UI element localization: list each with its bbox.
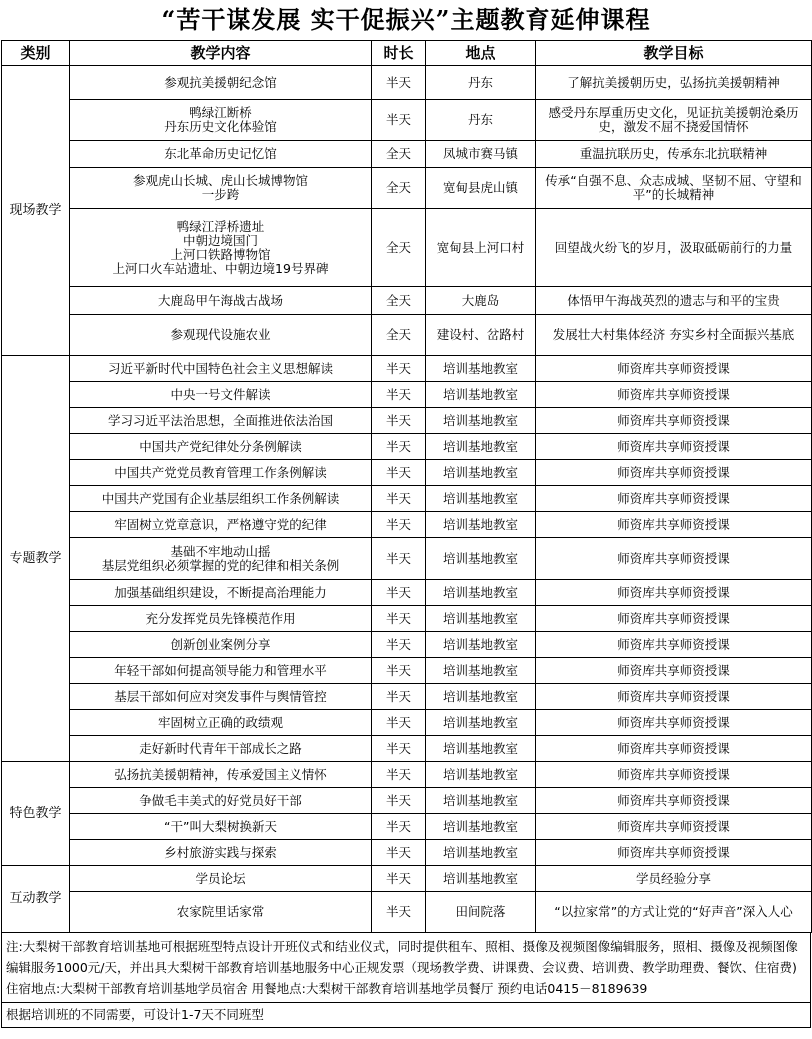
content-cell: 参观抗美援朝纪念馆 bbox=[70, 66, 372, 100]
location-cell: 培训基地教室 bbox=[426, 606, 536, 632]
content-cell: 农家院里话家常 bbox=[70, 892, 372, 933]
duration-cell: 半天 bbox=[372, 736, 426, 762]
location-cell: 培训基地教室 bbox=[426, 684, 536, 710]
duration-cell: 半天 bbox=[372, 486, 426, 512]
table-row bbox=[2, 168, 812, 209]
location-cell: 培训基地教室 bbox=[426, 658, 536, 684]
duration-cell: 半天 bbox=[372, 684, 426, 710]
goal-cell: 师资库共享师资授课 bbox=[536, 580, 812, 606]
duration-cell: 半天 bbox=[372, 762, 426, 788]
footnote: 注:大梨树干部教育培训基地可根据班型特点设计开班仪式和结业仪式，同时提供租车、照相、摄像及视频图像编辑服务，照相、摄像及视频图像编辑服务1000元/天，并出具大梨树干部教育培训基地服务中心正规发票（现场教学费、讲课费、会议费、培训费、教学助理费、餐饮、住宿费)住宿地点:大梨树干部教育培训基地学员宿舍 用餐地点:大梨树干部教育培训基地学员餐厅 预约电话0415－8189639 bbox=[2, 933, 810, 1003]
table-row bbox=[2, 538, 812, 580]
goal-cell: 师资库共享师资授课 bbox=[536, 538, 812, 580]
goal-cell: 感受丹东厚重历史文化，见证抗美援朝沧桑历史，激发不屈不挠爱国情怀 bbox=[536, 100, 812, 141]
location-cell: 培训基地教室 bbox=[426, 460, 536, 486]
content-cell: 加强基础组织建设，不断提高治理能力 bbox=[70, 580, 372, 606]
content-cell: 走好新时代青年干部成长之路 bbox=[70, 736, 372, 762]
goal-cell: 师资库共享师资授课 bbox=[536, 736, 812, 762]
table-row bbox=[2, 736, 812, 762]
duration-cell: 半天 bbox=[372, 632, 426, 658]
goal-cell: 师资库共享师资授课 bbox=[536, 658, 812, 684]
duration-cell: 半天 bbox=[372, 710, 426, 736]
goal-cell: 回望战火纷飞的岁月，汲取砥砺前行的力量 bbox=[536, 209, 812, 287]
table-row bbox=[2, 382, 812, 408]
goal-cell: 体悟甲午海战英烈的遗志与和平的宝贵 bbox=[536, 287, 812, 315]
duration-cell: 半天 bbox=[372, 100, 426, 141]
location-cell: 培训基地教室 bbox=[426, 512, 536, 538]
course-table bbox=[1, 40, 812, 933]
content-cell: 习近平新时代中国特色社会主义思想解读 bbox=[70, 356, 372, 382]
goal-cell: 师资库共享师资授课 bbox=[536, 840, 812, 866]
header-category: 类别 bbox=[2, 41, 70, 66]
category-cell: 专题教学 bbox=[2, 356, 70, 762]
content-cell: 牢固树立正确的政绩观 bbox=[70, 710, 372, 736]
location-cell: 丹东 bbox=[426, 100, 536, 141]
duration-cell: 全天 bbox=[372, 209, 426, 287]
table-row bbox=[2, 209, 812, 287]
goal-cell: 了解抗美援朝历史，弘扬抗美援朝精神 bbox=[536, 66, 812, 100]
table-row bbox=[2, 684, 812, 710]
category-cell: 现场教学 bbox=[2, 66, 70, 356]
content-cell: 弘扬抗美援朝精神，传承爱国主义情怀 bbox=[70, 762, 372, 788]
location-cell: 培训基地教室 bbox=[426, 382, 536, 408]
goal-cell: 传承“自强不息、众志成城、坚韧不屈、守望和平”的长城精神 bbox=[536, 168, 812, 209]
header-goal: 教学目标 bbox=[536, 41, 812, 66]
location-cell: 培训基地教室 bbox=[426, 866, 536, 892]
goal-cell: 师资库共享师资授课 bbox=[536, 512, 812, 538]
content-cell: 中国共产党国有企业基层组织工作条例解读 bbox=[70, 486, 372, 512]
table-row bbox=[2, 66, 812, 100]
table-row bbox=[2, 408, 812, 434]
content-cell: 学员论坛 bbox=[70, 866, 372, 892]
table-row bbox=[2, 356, 812, 382]
notes-block bbox=[1, 933, 811, 1028]
table-row bbox=[2, 512, 812, 538]
duration-cell: 半天 bbox=[372, 512, 426, 538]
location-cell: 大鹿岛 bbox=[426, 287, 536, 315]
goal-cell: 师资库共享师资授课 bbox=[536, 408, 812, 434]
content-cell: “干”叫大梨树换新天 bbox=[70, 814, 372, 840]
location-cell: 培训基地教室 bbox=[426, 710, 536, 736]
location-cell: 培训基地教室 bbox=[426, 840, 536, 866]
content-cell: 基层干部如何应对突发事件与舆情管控 bbox=[70, 684, 372, 710]
content-cell: 牢固树立党章意识，严格遵守党的纪律 bbox=[70, 512, 372, 538]
header-location: 地点 bbox=[426, 41, 536, 66]
location-cell: 宽甸县虎山镇 bbox=[426, 168, 536, 209]
table-row bbox=[2, 840, 812, 866]
location-cell: 培训基地教室 bbox=[426, 486, 536, 512]
content-cell: 年轻干部如何提高领导能力和管理水平 bbox=[70, 658, 372, 684]
header-duration: 时长 bbox=[372, 41, 426, 66]
table-row bbox=[2, 892, 812, 933]
content-cell: 乡村旅游实践与探索 bbox=[70, 840, 372, 866]
content-cell: 参观虎山长城、虎山长城博物馆 一步跨 bbox=[70, 168, 372, 209]
content-cell: 学习习近平法治思想，全面推进依法治国 bbox=[70, 408, 372, 434]
content-cell: 参观现代设施农业 bbox=[70, 315, 372, 356]
table-row bbox=[2, 710, 812, 736]
table-row bbox=[2, 866, 812, 892]
content-cell: 中央一号文件解读 bbox=[70, 382, 372, 408]
table-row bbox=[2, 632, 812, 658]
table-row bbox=[2, 580, 812, 606]
location-cell: 培训基地教室 bbox=[426, 580, 536, 606]
goal-cell: 师资库共享师资授课 bbox=[536, 762, 812, 788]
table-row bbox=[2, 100, 812, 141]
goal-cell: 师资库共享师资授课 bbox=[536, 382, 812, 408]
location-cell: 丹东 bbox=[426, 66, 536, 100]
table-row bbox=[2, 762, 812, 788]
location-cell: 培训基地教室 bbox=[426, 356, 536, 382]
goal-cell: 师资库共享师资授课 bbox=[536, 356, 812, 382]
duration-cell: 半天 bbox=[372, 866, 426, 892]
content-cell: 中国共产党党员教育管理工作条例解读 bbox=[70, 460, 372, 486]
table-row bbox=[2, 287, 812, 315]
table-row bbox=[2, 141, 812, 168]
location-cell: 培训基地教室 bbox=[426, 736, 536, 762]
location-cell: 培训基地教室 bbox=[426, 434, 536, 460]
location-cell: 宽甸县上河口村 bbox=[426, 209, 536, 287]
category-cell: 互动教学 bbox=[2, 866, 70, 933]
location-cell: 培训基地教室 bbox=[426, 408, 536, 434]
location-cell: 培训基地教室 bbox=[426, 762, 536, 788]
content-cell: 中国共产党纪律处分条例解读 bbox=[70, 434, 372, 460]
goal-cell: 师资库共享师资授课 bbox=[536, 788, 812, 814]
goal-cell: 师资库共享师资授课 bbox=[536, 434, 812, 460]
goal-cell: 师资库共享师资授课 bbox=[536, 632, 812, 658]
duration-cell: 半天 bbox=[372, 658, 426, 684]
table-row bbox=[2, 315, 812, 356]
content-cell: 鸭绿江断桥 丹东历史文化体验馆 bbox=[70, 100, 372, 141]
goal-cell: 师资库共享师资授课 bbox=[536, 606, 812, 632]
duration-cell: 半天 bbox=[372, 382, 426, 408]
location-cell: 培训基地教室 bbox=[426, 632, 536, 658]
goal-cell: 重温抗联历史，传承东北抗联精神 bbox=[536, 141, 812, 168]
table-row bbox=[2, 788, 812, 814]
table-row bbox=[2, 658, 812, 684]
location-cell: 田间院落 bbox=[426, 892, 536, 933]
duration-cell: 全天 bbox=[372, 141, 426, 168]
content-cell: 创新创业案例分享 bbox=[70, 632, 372, 658]
goal-cell: 师资库共享师资授课 bbox=[536, 486, 812, 512]
goal-cell: 师资库共享师资授课 bbox=[536, 814, 812, 840]
duration-cell: 全天 bbox=[372, 315, 426, 356]
location-cell: 凤城市赛马镇 bbox=[426, 141, 536, 168]
duration-cell: 半天 bbox=[372, 892, 426, 933]
duration-cell: 半天 bbox=[372, 66, 426, 100]
duration-cell: 半天 bbox=[372, 606, 426, 632]
goal-cell: 学员经验分享 bbox=[536, 866, 812, 892]
location-cell: 培训基地教室 bbox=[426, 814, 536, 840]
class-type-note: 根据培训班的不同需要，可设计1-7天不同班型 bbox=[6, 1007, 264, 1022]
goal-cell: 师资库共享师资授课 bbox=[536, 460, 812, 486]
course-table-body bbox=[2, 66, 812, 933]
table-row bbox=[2, 814, 812, 840]
location-cell: 培训基地教室 bbox=[426, 538, 536, 580]
location-cell: 建设村、岔路村 bbox=[426, 315, 536, 356]
goal-cell: “以拉家常”的方式让党的“好声音”深入人心 bbox=[536, 892, 812, 933]
content-cell: 充分发挥党员先锋模范作用 bbox=[70, 606, 372, 632]
location-cell: 培训基地教室 bbox=[426, 788, 536, 814]
duration-cell: 半天 bbox=[372, 408, 426, 434]
table-row bbox=[2, 460, 812, 486]
content-cell: 东北革命历史记忆馆 bbox=[70, 141, 372, 168]
table-row bbox=[2, 606, 812, 632]
duration-cell: 半天 bbox=[372, 356, 426, 382]
duration-cell: 半天 bbox=[372, 814, 426, 840]
content-cell: 争做毛丰美式的好党员好干部 bbox=[70, 788, 372, 814]
content-cell: 鸭绿江浮桥遗址 中朝边境国门 上河口铁路博物馆 上河口火车站遗址、中朝边境19号界碑 bbox=[70, 209, 372, 287]
duration-cell: 半天 bbox=[372, 580, 426, 606]
duration-cell: 全天 bbox=[372, 287, 426, 315]
content-cell: 基础不牢地动山摇 基层党组织必须掌握的党的纪律和相关条例 bbox=[70, 538, 372, 580]
duration-cell: 半天 bbox=[372, 840, 426, 866]
content-cell: 大鹿岛甲午海战古战场 bbox=[70, 287, 372, 315]
duration-cell: 半天 bbox=[372, 788, 426, 814]
goal-cell: 师资库共享师资授课 bbox=[536, 710, 812, 736]
goal-cell: 发展壮大村集体经济 夯实乡村全面振兴基底 bbox=[536, 315, 812, 356]
header-content: 教学内容 bbox=[70, 41, 372, 66]
duration-cell: 半天 bbox=[372, 460, 426, 486]
duration-cell: 全天 bbox=[372, 168, 426, 209]
duration-cell: 半天 bbox=[372, 538, 426, 580]
duration-cell: 半天 bbox=[372, 434, 426, 460]
table-row bbox=[2, 486, 812, 512]
header-row bbox=[2, 41, 812, 66]
category-cell: 特色教学 bbox=[2, 762, 70, 866]
goal-cell: 师资库共享师资授课 bbox=[536, 684, 812, 710]
table-row bbox=[2, 434, 812, 460]
page-title: “苦干谋发展 实干促振兴”主题教育延伸课程 bbox=[161, 5, 651, 34]
